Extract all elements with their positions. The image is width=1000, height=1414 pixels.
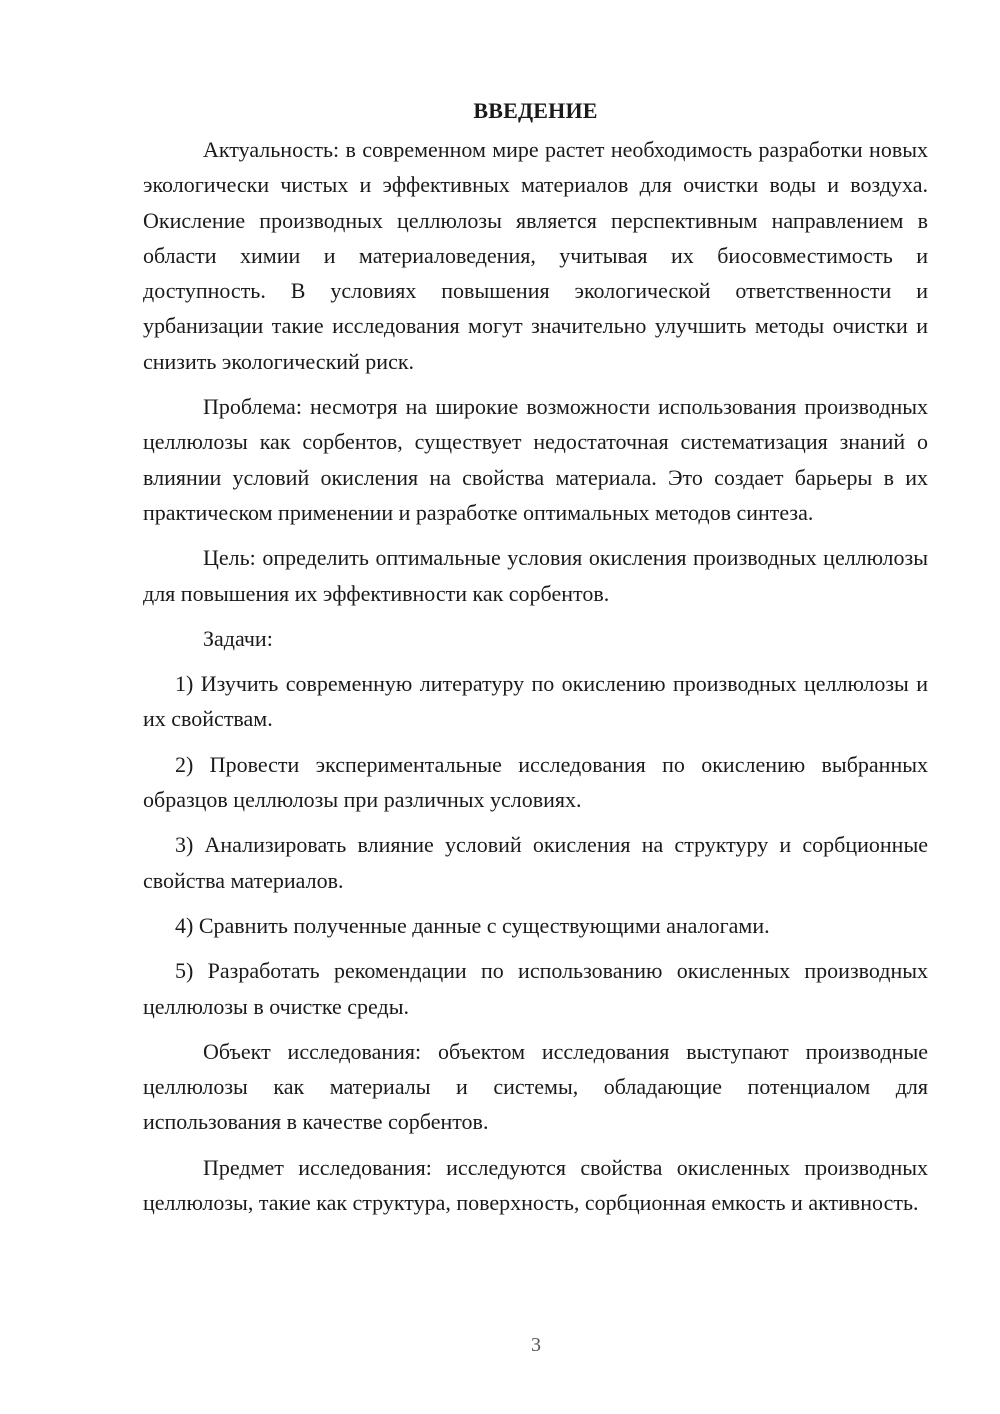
task-item-4: 4) Сравнить полученные данные с существующими аналогами. (175, 912, 770, 938)
paragraph-goal: Цель: определить оптимальные условия окисления производных целлюлозы для повышения их эффективности как сорбентов. (143, 545, 928, 606)
paragraph-problem: Проблема: несмотря на широкие возможности использования производных целлюлозы как сорбентов, существует недостаточная систематизация знаний о влиянии условий окисления на свойства материала. Это создает барьеры в их практическом применении и разработке оптимальных методов синтеза. (143, 394, 928, 525)
tasks-label: Задачи: (203, 625, 273, 651)
task-item-3: 3) Анализировать влияние условий окисления на структуру и сорбционные свойства материалов. (143, 832, 928, 893)
task-item-2: 2) Провести экспериментальные исследования по окислению выбранных образцов целлюлозы при различных условиях. (143, 751, 928, 813)
paragraph-relevance: Актуальность: в современном мире растет необходимость разработки новых экологически чистых и эффективных материалов для очистки воды и воздуха. Окисление производных целлюлозы является перспективным направлением в области химии и материаловедения, учитывая их биосовместимость и доступность. В условиях повышения экологической ответственности и урбанизации такие исследования могут значительно улучшить методы очистки и снизить экологический риск. (143, 137, 928, 374)
page-content (143, 96, 928, 1230)
page-number: 3 (531, 1334, 541, 1356)
paragraph-object: Объект исследования: объектом исследования выступают производные целлюлозы как материалы и системы, обладающие потенциалом для использования в качестве сорбентов. (143, 1038, 928, 1135)
paragraph-subject: Предмет исследования: исследуются свойства окисленных производных целлюлозы, такие как структура, поверхность, сорбционная емкость и активность. (143, 1154, 928, 1216)
task-item-1: 1) Изучить современную литературу по окислению производных целлюлозы и их свойствам. (143, 671, 928, 732)
section-heading: ВВЕДЕНИЕ (473, 98, 598, 123)
task-item-5: 5) Разработать рекомендации по использованию окисленных производных целлюлозы в очистке среды. (143, 958, 928, 1019)
